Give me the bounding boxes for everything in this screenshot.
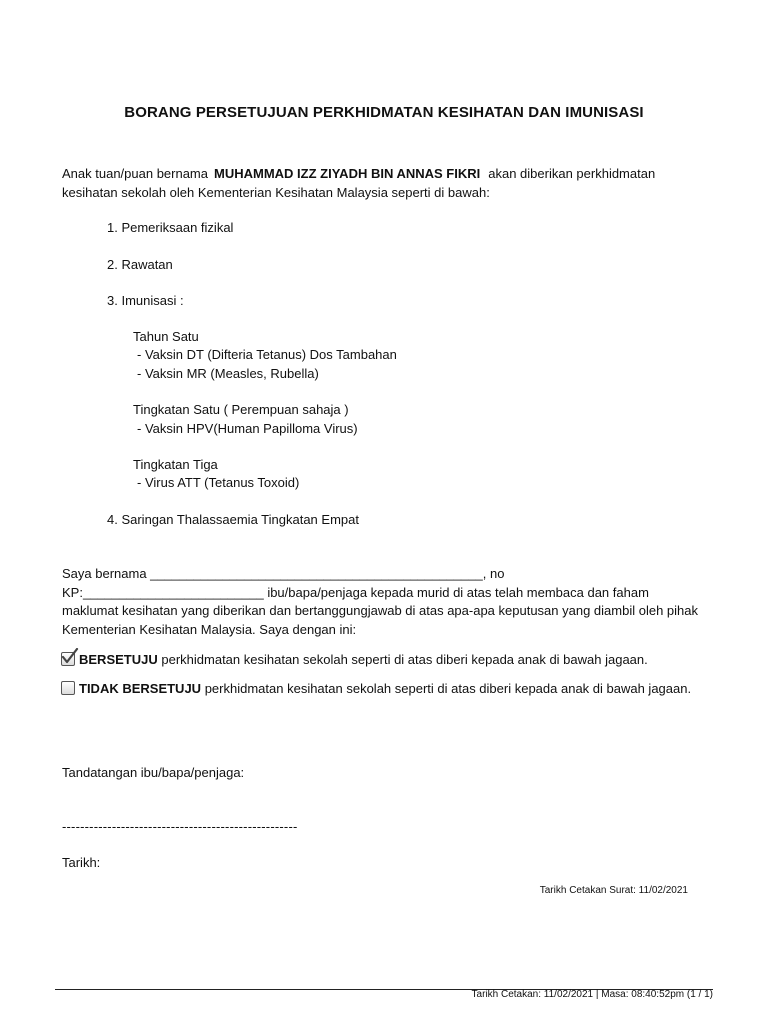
service-item-2: 2. Rawatan (107, 257, 173, 272)
form-title: BORANG PERSETUJUAN PERKHIDMATAN KESIHATAN DAN IMUNISASI (124, 104, 644, 121)
tingkatan-satu-vaccine-hpv: - Vaksin HPV(Human Papilloma Virus) (137, 421, 358, 436)
agree-label: BERSETUJU (79, 652, 158, 667)
signature-label: Tandatangan ibu/bapa/penjaga: (62, 765, 245, 780)
tingkatan-satu-heading: Tingkatan Satu ( Perempuan sahaja ) (133, 402, 349, 417)
agree-checkbox[interactable] (61, 652, 75, 666)
intro-after: akan diberikan perkhidmatan kesihatan sekolah oleh Kementerian Kesihatan Malaysia seperti di bawah: (62, 166, 656, 200)
signature-line: ---------------------------------------------------- (62, 819, 298, 834)
disagree-checkbox[interactable] (61, 681, 75, 695)
date-label: Tarikh: (62, 855, 101, 870)
tingkatan-tiga-heading: Tingkatan Tiga (133, 457, 218, 472)
tahun-satu-heading: Tahun Satu (133, 329, 199, 344)
declaration-paragraph: Saya bernama ______________________________________________, no KP:_________________________ ibu/bapa/penjaga kepada murid di atas telah membaca dan faham maklumat kesihatan yang diberikan dan bertanggungjawab di atas apa-apa keputusan yang diambil oleh pihak Kementerian Kesihatan Malaysia. Saya dengan ini: (62, 566, 698, 637)
service-item-1: 1. Pemeriksaan fizikal (107, 220, 234, 235)
footer-print-info: Tarikh Cetakan: 11/02/2021 | Masa: 08:40:52pm (1 / 1) (471, 989, 713, 1000)
checkmark-icon (61, 648, 79, 665)
service-item-4: 4. Saringan Thalassaemia Tingkatan Empat (107, 512, 359, 527)
agree-text: perkhidmatan kesihatan sekolah seperti di atas diberi kepada anak di bawah jagaan. (161, 652, 648, 667)
option-agree[interactable] (61, 651, 648, 669)
intro-paragraph (62, 165, 702, 202)
tahun-satu-vaccine-mr: - Vaksin MR (Measles, Rubella) (137, 366, 319, 381)
intro-before: Anak tuan/puan bernama (62, 166, 208, 181)
print-date: Tarikh Cetakan Surat: 11/02/2021 (539, 885, 688, 896)
option-disagree[interactable] (61, 680, 691, 698)
tingkatan-tiga-vaccine-att: - Virus ATT (Tetanus Toxoid) (137, 475, 300, 490)
disagree-text: perkhidmatan kesihatan sekolah seperti di atas diberi kepada anak di bawah jagaan. (204, 681, 692, 696)
tahun-satu-vaccine-dt: - Vaksin DT (Difteria Tetanus) Dos Tambahan (137, 347, 397, 362)
service-item-3: 3. Imunisasi : (107, 293, 184, 308)
student-name: MUHAMMAD IZZ ZIYADH BIN ANNAS FIKRI (214, 166, 481, 181)
disagree-label: TIDAK BERSETUJU (79, 681, 202, 696)
